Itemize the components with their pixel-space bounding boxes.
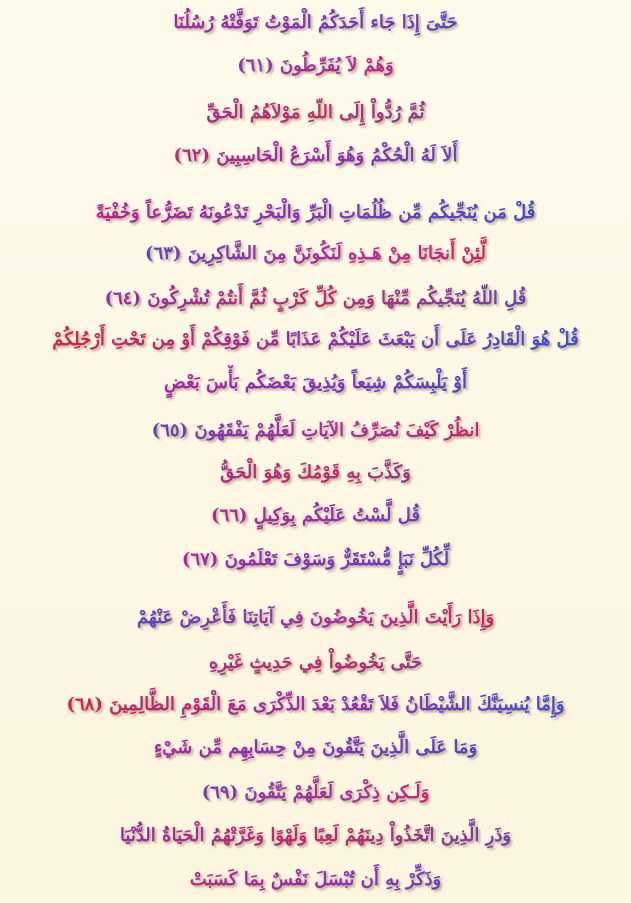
verse-line: وَكَذَّبَ بِهِ قَوْمُكَ وَهُوَ الْحَقُّ [0,455,631,491]
verse-line: حَتَّىَ إِذَا جَاء أَحَدَكُمُ الْمَوْتُ تَوَفَّتْهُ رُسُلُنَا [0,5,631,41]
verse-line: أَلاَ لَهُ الْحُكْمُ وَهُوَ أَسْرَعُ الْحَاسِبِينَ (٦٢) [0,138,631,174]
verse-line: وَلَـكِن ذِكْرَى لَعَلَّهُمْ يَتَّقُونَ (٦٩) [0,775,631,811]
verse-line: وَإِمَّا يُنسِيَنَّكَ الشَّيْطَانُ فَلاَ تَقْعُدْ بَعْدَ الذِّكْرَى مَعَ الْقَوْمِ الظَّالِمِينَ (٦٨) [0,687,631,723]
verse-line: قُلْ مَن يُنَجِّيكُم مِّن ظُلُمَاتِ الْبَرِّ وَالْبَحْرِ تَدْعُونَهُ تَضَرُّعاً وَخُفْيَةً [0,195,631,231]
verse-line: قُلِ اللّهُ يُنَجِّيكُم مِّنْهَا وَمِن كُلِّ كَرْبٍ ثُمَّ أَنتُمْ تُشْرِكُونَ (٦٤) [0,281,631,317]
verse-line: وَإِذَا رَأَيْتَ الَّذِينَ يَخُوضُونَ فِي آيَاتِنَا فَأَعْرِضْ عَنْهُمْ [0,600,631,636]
verse-line: حَتَّى يَخُوضُواْ فِي حَدِيثٍ غَيْرِهِ [0,645,631,681]
verse-line: لِّكُلِّ نَبَإٍ مُّسْتَقَرٌّ وَسَوْفَ تَعْلَمُونَ (٦٧) [0,542,631,578]
verse-line: لَّئِنْ أَنجَانَا مِنْ هَـذِهِ لَنَكُونَنَّ مِنَ الشَّاكِرِينَ (٦٣) [0,236,631,272]
verse-line: ثُمَّ رُدُّواْ إِلَى اللّهِ مَوْلاَهُمُ الْحَقِّ [0,95,631,131]
verse-line: انظُرْ كَيْفَ نُصَرِّفُ الآيَاتِ لَعَلَّهُمْ يَفْقَهُونَ (٦٥) [0,413,631,449]
verse-line: قُلْ هُوَ الْقَادِرُ عَلَى أَن يَبْعَثَ عَلَيْكُمْ عَذَابًا مِّن فَوْقِكُمْ أَوْ مِن تَحْتِ أَرْجُلِكُمْ [0,322,631,358]
verse-line: قُل لَّسْتُ عَلَيْكُم بِوَكِيلٍ (٦٦) [0,498,631,534]
verse-line: وَذَرِ الَّذِينَ اتَّخَذُواْ دِينَهُمْ لَعِبًا وَلَهْوًا وَغَرَّتْهُمُ الْحَيَاةُ الدُّنْيَا [0,818,631,854]
verse-line: وَهُمْ لاَ يُفَرِّطُونَ (٦١) [0,48,631,84]
verse-line: وَمَا عَلَى الَّذِينَ يَتَّقُونَ مِنْ حِسَابِهِم مِّن شَيْءٍ [0,730,631,766]
verse-line: أَوْ يَلْبِسَكُمْ شِيَعاً وَيُذِيقَ بَعْضَكُم بَأْسَ بَعْضٍ [0,365,631,401]
verse-line: وَذَكِّرْ بِهِ أَن تُبْسَلَ نَفْسٌ بِمَا كَسَبَتْ [0,862,631,898]
